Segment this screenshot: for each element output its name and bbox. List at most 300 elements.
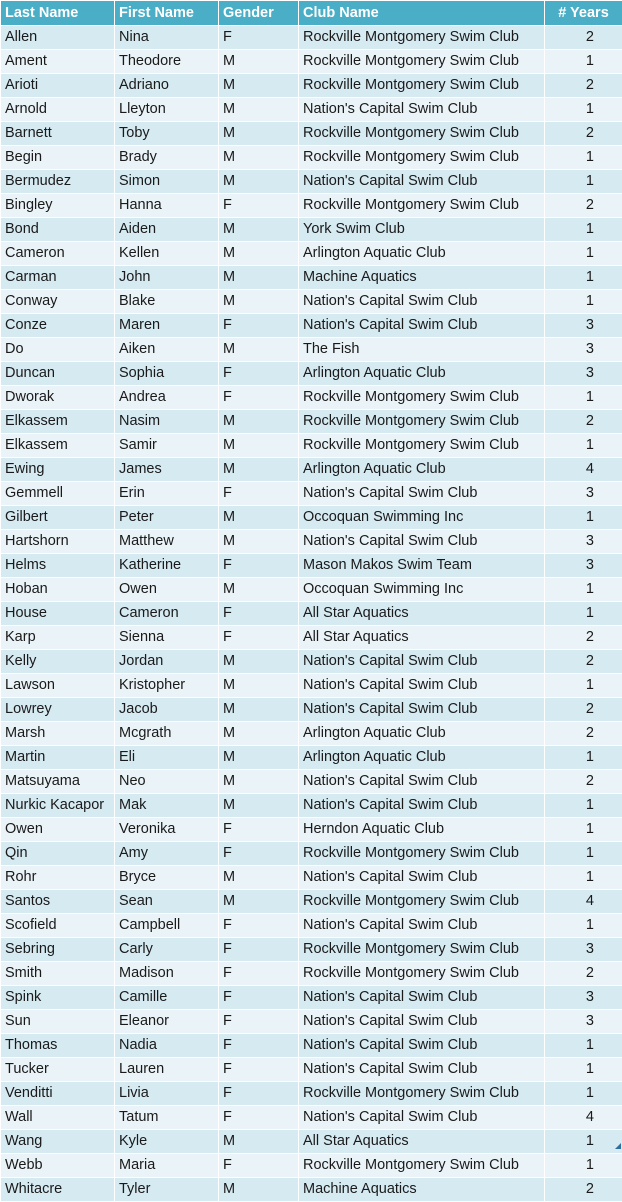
cell-years[interactable]: 2 [545, 698, 622, 722]
cell-first-name[interactable]: Mcgrath [115, 722, 219, 746]
cell-first-name[interactable]: Maren [115, 314, 219, 338]
cell-gender[interactable]: M [219, 770, 299, 794]
cell-club-name[interactable]: Occoquan Swimming Inc [299, 506, 545, 530]
cell-first-name[interactable]: Owen [115, 578, 219, 602]
cell-gender[interactable]: F [219, 914, 299, 938]
cell-first-name[interactable]: Eli [115, 746, 219, 770]
cell-last-name[interactable]: Barnett [1, 122, 115, 146]
cell-gender[interactable]: M [219, 146, 299, 170]
cell-last-name[interactable]: Sebring [1, 938, 115, 962]
cell-last-name[interactable]: Sun [1, 1010, 115, 1034]
cell-gender[interactable]: M [219, 506, 299, 530]
cell-years[interactable]: 1 [545, 1058, 622, 1082]
cell-club-name[interactable]: Nation's Capital Swim Club [299, 1058, 545, 1082]
table-row [1, 266, 622, 290]
cell-last-name[interactable]: Cameron [1, 242, 115, 266]
table-row [1, 770, 622, 794]
cell-club-name[interactable]: Arlington Aquatic Club [299, 722, 545, 746]
cell-last-name[interactable]: Scofield [1, 914, 115, 938]
header-last-name[interactable]: Last Name [1, 1, 115, 26]
cell-gender[interactable]: F [219, 1058, 299, 1082]
cell-years[interactable]: 3 [545, 482, 622, 506]
cell-gender[interactable]: F [219, 842, 299, 866]
cell-club-name[interactable]: Nation's Capital Swim Club [299, 170, 545, 194]
cell-first-name[interactable]: Hanna [115, 194, 219, 218]
cell-years[interactable]: 3 [545, 1010, 622, 1034]
cell-last-name[interactable]: Arioti [1, 74, 115, 98]
cell-club-name[interactable]: Rockville Montgomery Swim Club [299, 890, 545, 914]
cell-years[interactable]: 1 [545, 218, 622, 242]
cell-first-name[interactable]: Amy [115, 842, 219, 866]
cell-last-name[interactable]: Thomas [1, 1034, 115, 1058]
table-row [1, 914, 622, 938]
cell-last-name[interactable]: Lawson [1, 674, 115, 698]
cell-gender[interactable]: F [219, 1082, 299, 1106]
table-row [1, 74, 622, 98]
cell-years[interactable]: 1 [545, 794, 622, 818]
cell-club-name[interactable]: Nation's Capital Swim Club [299, 866, 545, 890]
cell-first-name[interactable]: Sienna [115, 626, 219, 650]
cell-gender[interactable]: F [219, 818, 299, 842]
cell-first-name[interactable]: Nina [115, 26, 219, 50]
cell-club-name[interactable]: Rockville Montgomery Swim Club [299, 1154, 545, 1178]
table-row [1, 866, 622, 890]
cell-first-name[interactable]: Samir [115, 434, 219, 458]
cell-years[interactable]: 1 [545, 842, 622, 866]
cell-last-name[interactable]: Venditti [1, 1082, 115, 1106]
cell-club-name[interactable]: Arlington Aquatic Club [299, 458, 545, 482]
cell-years[interactable]: 3 [545, 362, 622, 386]
table-row [1, 26, 622, 50]
cell-club-name[interactable]: Rockville Montgomery Swim Club [299, 50, 545, 74]
cell-last-name[interactable]: Begin [1, 146, 115, 170]
cell-club-name[interactable]: Nation's Capital Swim Club [299, 770, 545, 794]
cell-first-name[interactable]: Mak [115, 794, 219, 818]
cell-gender[interactable]: M [219, 1178, 299, 1202]
cell-last-name[interactable]: House [1, 602, 115, 626]
cell-first-name[interactable]: Kristopher [115, 674, 219, 698]
cell-first-name[interactable]: Jacob [115, 698, 219, 722]
cell-club-name[interactable]: Nation's Capital Swim Club [299, 1034, 545, 1058]
cell-first-name[interactable]: Erin [115, 482, 219, 506]
cell-club-name[interactable]: Nation's Capital Swim Club [299, 674, 545, 698]
table-row [1, 578, 622, 602]
cell-last-name[interactable]: Wang [1, 1130, 115, 1154]
table-row [1, 1034, 622, 1058]
header-row [1, 1, 622, 26]
cell-club-name[interactable]: The Fish [299, 338, 545, 362]
cell-first-name[interactable]: Aiden [115, 218, 219, 242]
cell-first-name[interactable]: Nasim [115, 410, 219, 434]
cell-years[interactable]: 1 [545, 1130, 622, 1154]
cell-club-name[interactable]: Arlington Aquatic Club [299, 746, 545, 770]
cell-club-name[interactable]: Nation's Capital Swim Club [299, 914, 545, 938]
cell-gender[interactable]: M [219, 410, 299, 434]
cell-gender[interactable]: M [219, 50, 299, 74]
cell-years[interactable]: 3 [545, 314, 622, 338]
table-row [1, 1010, 622, 1034]
cell-gender[interactable]: F [219, 26, 299, 50]
table-row [1, 962, 622, 986]
cell-first-name[interactable]: Peter [115, 506, 219, 530]
cell-club-name[interactable]: Rockville Montgomery Swim Club [299, 26, 545, 50]
cell-gender[interactable]: M [219, 218, 299, 242]
table-row [1, 1058, 622, 1082]
cell-last-name[interactable]: Ament [1, 50, 115, 74]
table-row [1, 890, 622, 914]
cell-years[interactable]: 1 [545, 746, 622, 770]
cell-gender[interactable]: M [219, 794, 299, 818]
table-row [1, 410, 622, 434]
table-row [1, 650, 622, 674]
table-row [1, 602, 622, 626]
cell-first-name[interactable]: Livia [115, 1082, 219, 1106]
cell-years[interactable]: 1 [545, 434, 622, 458]
cell-years[interactable]: 4 [545, 1106, 622, 1130]
cell-club-name[interactable]: Arlington Aquatic Club [299, 362, 545, 386]
cell-club-name[interactable]: Rockville Montgomery Swim Club [299, 410, 545, 434]
cell-gender[interactable]: M [219, 170, 299, 194]
cell-club-name[interactable]: Nation's Capital Swim Club [299, 1106, 545, 1130]
cell-last-name[interactable]: Smith [1, 962, 115, 986]
cell-first-name[interactable]: Simon [115, 170, 219, 194]
cell-club-name[interactable]: Arlington Aquatic Club [299, 242, 545, 266]
table-row [1, 1154, 622, 1178]
cell-gender[interactable]: M [219, 242, 299, 266]
cell-first-name[interactable]: Camille [115, 986, 219, 1010]
cell-years[interactable]: 2 [545, 770, 622, 794]
cell-gender[interactable]: M [219, 98, 299, 122]
cell-gender[interactable]: F [219, 962, 299, 986]
cell-years[interactable]: 1 [545, 578, 622, 602]
cell-first-name[interactable]: Tatum [115, 1106, 219, 1130]
cell-last-name[interactable]: Carman [1, 266, 115, 290]
cell-last-name[interactable]: Qin [1, 842, 115, 866]
cell-first-name[interactable]: Madison [115, 962, 219, 986]
cell-gender[interactable]: F [219, 626, 299, 650]
cell-first-name[interactable]: Kellen [115, 242, 219, 266]
cell-last-name[interactable]: Bingley [1, 194, 115, 218]
table-row [1, 1106, 622, 1130]
cell-first-name[interactable]: Bryce [115, 866, 219, 890]
cell-gender[interactable]: M [219, 650, 299, 674]
cell-last-name[interactable]: Webb [1, 1154, 115, 1178]
cell-club-name[interactable]: Rockville Montgomery Swim Club [299, 842, 545, 866]
cell-gender[interactable]: F [219, 554, 299, 578]
cell-last-name[interactable]: Bermudez [1, 170, 115, 194]
cell-club-name[interactable]: Nation's Capital Swim Club [299, 794, 545, 818]
table-row [1, 146, 622, 170]
cell-gender[interactable]: F [219, 482, 299, 506]
table-row [1, 794, 622, 818]
cell-gender[interactable]: M [219, 698, 299, 722]
cell-club-name[interactable]: Rockville Montgomery Swim Club [299, 146, 545, 170]
cell-club-name[interactable]: Herndon Aquatic Club [299, 818, 545, 842]
table-row [1, 722, 622, 746]
cell-gender[interactable]: F [219, 386, 299, 410]
cell-club-name[interactable]: All Star Aquatics [299, 626, 545, 650]
cell-years[interactable]: 2 [545, 410, 622, 434]
table-row [1, 314, 622, 338]
cell-last-name[interactable]: Karp [1, 626, 115, 650]
cell-club-name[interactable]: Rockville Montgomery Swim Club [299, 74, 545, 98]
table-row [1, 434, 622, 458]
cell-last-name[interactable]: Dworak [1, 386, 115, 410]
cell-first-name[interactable]: Katherine [115, 554, 219, 578]
cell-years[interactable]: 3 [545, 530, 622, 554]
cell-years[interactable]: 1 [545, 866, 622, 890]
cell-gender[interactable]: M [219, 434, 299, 458]
cell-years[interactable]: 1 [545, 170, 622, 194]
cell-last-name[interactable]: Ewing [1, 458, 115, 482]
cell-last-name[interactable]: Elkassem [1, 434, 115, 458]
table-row [1, 626, 622, 650]
cell-gender[interactable]: M [219, 338, 299, 362]
cell-club-name[interactable]: Rockville Montgomery Swim Club [299, 122, 545, 146]
table-row [1, 122, 622, 146]
cell-years[interactable]: 1 [545, 50, 622, 74]
cell-last-name[interactable]: Kelly [1, 650, 115, 674]
cell-club-name[interactable]: Rockville Montgomery Swim Club [299, 194, 545, 218]
cell-years[interactable]: 1 [545, 1154, 622, 1178]
table-row [1, 698, 622, 722]
table-row [1, 986, 622, 1010]
cell-last-name[interactable]: Lowrey [1, 698, 115, 722]
cell-last-name[interactable]: Rohr [1, 866, 115, 890]
table-row [1, 290, 622, 314]
cell-gender[interactable]: M [219, 1130, 299, 1154]
cell-last-name[interactable]: Elkassem [1, 410, 115, 434]
cell-gender[interactable]: M [219, 674, 299, 698]
cell-last-name[interactable]: Conze [1, 314, 115, 338]
cell-years[interactable]: 1 [545, 674, 622, 698]
cell-club-name[interactable]: Rockville Montgomery Swim Club [299, 962, 545, 986]
cell-club-name[interactable]: Nation's Capital Swim Club [299, 482, 545, 506]
cell-years[interactable]: 1 [545, 242, 622, 266]
cell-first-name[interactable]: Sophia [115, 362, 219, 386]
cell-first-name[interactable]: Toby [115, 122, 219, 146]
cell-gender[interactable]: M [219, 722, 299, 746]
cell-gender[interactable]: M [219, 266, 299, 290]
cell-years[interactable]: 1 [545, 914, 622, 938]
cell-years[interactable]: 1 [545, 1034, 622, 1058]
cell-gender[interactable]: F [219, 1154, 299, 1178]
cell-first-name[interactable]: Campbell [115, 914, 219, 938]
cell-years[interactable]: 3 [545, 554, 622, 578]
table-row [1, 1082, 622, 1106]
table-row [1, 938, 622, 962]
cell-first-name[interactable]: Brady [115, 146, 219, 170]
cell-last-name[interactable]: Allen [1, 26, 115, 50]
cell-club-name[interactable]: Nation's Capital Swim Club [299, 698, 545, 722]
cell-first-name[interactable]: Sean [115, 890, 219, 914]
cell-last-name[interactable]: Gilbert [1, 506, 115, 530]
cell-last-name[interactable]: Tucker [1, 1058, 115, 1082]
cell-last-name[interactable]: Gemmell [1, 482, 115, 506]
cell-gender[interactable]: F [219, 1106, 299, 1130]
table-row [1, 1178, 622, 1202]
cell-last-name[interactable]: Marsh [1, 722, 115, 746]
table-row [1, 818, 622, 842]
cell-years[interactable]: 2 [545, 194, 622, 218]
cell-last-name[interactable]: Hartshorn [1, 530, 115, 554]
cell-years[interactable]: 1 [545, 266, 622, 290]
cell-years[interactable]: 4 [545, 458, 622, 482]
table-row [1, 458, 622, 482]
cell-gender[interactable]: M [219, 458, 299, 482]
cell-club-name[interactable]: Nation's Capital Swim Club [299, 98, 545, 122]
cell-years[interactable]: 1 [545, 818, 622, 842]
cell-first-name[interactable]: Carly [115, 938, 219, 962]
cell-years[interactable]: 1 [545, 290, 622, 314]
cell-gender[interactable]: F [219, 194, 299, 218]
cell-last-name[interactable]: Conway [1, 290, 115, 314]
header-years[interactable]: # Years [545, 1, 622, 26]
cell-first-name[interactable]: Tyler [115, 1178, 219, 1202]
cell-first-name[interactable]: Lauren [115, 1058, 219, 1082]
cell-gender[interactable]: M [219, 122, 299, 146]
cell-club-name[interactable]: Nation's Capital Swim Club [299, 290, 545, 314]
cell-last-name[interactable]: Do [1, 338, 115, 362]
cell-first-name[interactable]: Aiken [115, 338, 219, 362]
cell-years[interactable]: 3 [545, 938, 622, 962]
cell-club-name[interactable]: Nation's Capital Swim Club [299, 530, 545, 554]
cell-gender[interactable]: F [219, 986, 299, 1010]
cell-first-name[interactable]: Adriano [115, 74, 219, 98]
cell-last-name[interactable]: Duncan [1, 362, 115, 386]
cell-first-name[interactable]: Veronika [115, 818, 219, 842]
cell-years[interactable]: 2 [545, 74, 622, 98]
cell-club-name[interactable]: Mason Makos Swim Team [299, 554, 545, 578]
cell-years[interactable]: 4 [545, 890, 622, 914]
cell-years[interactable]: 3 [545, 986, 622, 1010]
cell-last-name[interactable]: Wall [1, 1106, 115, 1130]
cell-years[interactable]: 2 [545, 962, 622, 986]
cell-club-name[interactable]: Rockville Montgomery Swim Club [299, 434, 545, 458]
header-first-name[interactable]: First Name [115, 1, 219, 26]
cell-club-name[interactable]: Rockville Montgomery Swim Club [299, 386, 545, 410]
cell-years[interactable]: 1 [545, 602, 622, 626]
table-row [1, 386, 622, 410]
cell-first-name[interactable]: John [115, 266, 219, 290]
cell-first-name[interactable]: Theodore [115, 50, 219, 74]
cell-gender[interactable]: M [219, 74, 299, 98]
cell-club-name[interactable]: Rockville Montgomery Swim Club [299, 938, 545, 962]
cell-last-name[interactable]: Spink [1, 986, 115, 1010]
cell-years[interactable]: 2 [545, 26, 622, 50]
cell-gender[interactable]: F [219, 602, 299, 626]
cell-last-name[interactable]: Owen [1, 818, 115, 842]
cell-last-name[interactable]: Helms [1, 554, 115, 578]
cell-years[interactable]: 1 [545, 1082, 622, 1106]
cell-first-name[interactable]: Nadia [115, 1034, 219, 1058]
table-row [1, 170, 622, 194]
table-row [1, 746, 622, 770]
cell-gender[interactable]: M [219, 890, 299, 914]
cell-years[interactable]: 1 [545, 98, 622, 122]
cell-gender[interactable]: M [219, 866, 299, 890]
cell-gender[interactable]: M [219, 746, 299, 770]
cell-last-name[interactable]: Whitacre [1, 1178, 115, 1202]
table-row [1, 530, 622, 554]
table-row [1, 338, 622, 362]
cell-club-name[interactable]: Occoquan Swimming Inc [299, 578, 545, 602]
cell-gender[interactable]: M [219, 530, 299, 554]
table-row [1, 98, 622, 122]
cell-gender[interactable]: F [219, 362, 299, 386]
table-row [1, 506, 622, 530]
table-row [1, 1130, 622, 1154]
table-row [1, 362, 622, 386]
cell-last-name[interactable]: Arnold [1, 98, 115, 122]
cell-last-name[interactable]: Martin [1, 746, 115, 770]
cell-first-name[interactable]: Cameron [115, 602, 219, 626]
cell-first-name[interactable]: Blake [115, 290, 219, 314]
cell-first-name[interactable]: Maria [115, 1154, 219, 1178]
cell-first-name[interactable]: Neo [115, 770, 219, 794]
cell-first-name[interactable]: Eleanor [115, 1010, 219, 1034]
cell-last-name[interactable]: Hoban [1, 578, 115, 602]
table-row [1, 842, 622, 866]
cell-years[interactable]: 1 [545, 506, 622, 530]
cell-years[interactable]: 2 [545, 650, 622, 674]
table-row [1, 482, 622, 506]
cell-gender[interactable]: F [219, 314, 299, 338]
cell-club-name[interactable]: Nation's Capital Swim Club [299, 314, 545, 338]
cell-club-name[interactable]: York Swim Club [299, 218, 545, 242]
table-row [1, 242, 622, 266]
table-row [1, 50, 622, 74]
table-row [1, 674, 622, 698]
cell-first-name[interactable]: Lleyton [115, 98, 219, 122]
cell-club-name[interactable]: Machine Aquatics [299, 266, 545, 290]
cell-years[interactable]: 1 [545, 146, 622, 170]
cell-years[interactable]: 2 [545, 722, 622, 746]
table-row [1, 218, 622, 242]
cell-club-name[interactable]: Nation's Capital Swim Club [299, 986, 545, 1010]
cell-years[interactable]: 3 [545, 338, 622, 362]
header-club-name[interactable]: Club Name [299, 1, 545, 26]
cell-first-name[interactable]: Jordan [115, 650, 219, 674]
cell-first-name[interactable]: James [115, 458, 219, 482]
cell-gender[interactable]: F [219, 938, 299, 962]
cell-years[interactable]: 1 [545, 386, 622, 410]
cell-last-name[interactable]: Bond [1, 218, 115, 242]
cell-last-name[interactable]: Nurkic Kacapor [1, 794, 115, 818]
table-row [1, 194, 622, 218]
cell-club-name[interactable]: All Star Aquatics [299, 1130, 545, 1154]
cell-club-name[interactable]: All Star Aquatics [299, 602, 545, 626]
cell-years[interactable]: 2 [545, 626, 622, 650]
cell-gender[interactable]: M [219, 290, 299, 314]
cell-club-name[interactable]: Nation's Capital Swim Club [299, 1010, 545, 1034]
cell-gender[interactable]: F [219, 1034, 299, 1058]
header-gender[interactable]: Gender [219, 1, 299, 26]
cell-club-name[interactable]: Nation's Capital Swim Club [299, 650, 545, 674]
cell-gender[interactable]: F [219, 1010, 299, 1034]
table-row [1, 554, 622, 578]
cell-first-name[interactable]: Matthew [115, 530, 219, 554]
cell-club-name[interactable]: Machine Aquatics [299, 1178, 545, 1202]
cell-last-name[interactable]: Matsuyama [1, 770, 115, 794]
cell-club-name[interactable]: Rockville Montgomery Swim Club [299, 1082, 545, 1106]
cell-first-name[interactable]: Andrea [115, 386, 219, 410]
cell-first-name[interactable]: Kyle [115, 1130, 219, 1154]
cell-years[interactable]: 2 [545, 1178, 622, 1202]
cell-last-name[interactable]: Santos [1, 890, 115, 914]
cell-gender[interactable]: M [219, 578, 299, 602]
cell-years[interactable]: 2 [545, 122, 622, 146]
